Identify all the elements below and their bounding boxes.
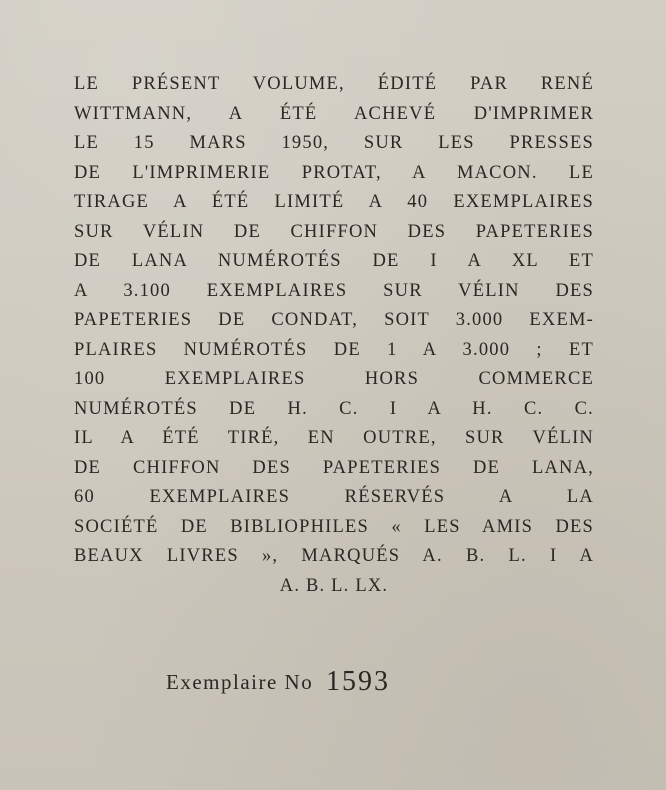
- copy-number-label: Exemplaire No: [166, 670, 314, 694]
- colophon-line-18: A. B. L. LX.: [279, 575, 389, 596]
- colophon-line-11: 100 EXEMPLAIRES HORS COMMERCE: [74, 369, 594, 389]
- colophon-line-7: DE LANA NUMÉROTÉS DE I A XL ET: [74, 251, 594, 271]
- copy-number: [166, 666, 496, 698]
- colophon-line-6: SUR VÉLIN DE CHIFFON DES PAPETERIES: [74, 221, 594, 242]
- colophon-line-17: BEAUX LIVRES », MARQUÉS A. B. L. I A: [74, 546, 594, 566]
- colophon-line-12: NUMÉROTÉS DE H. C. I A H. C. C.: [74, 398, 594, 419]
- colophon-line-14: DE CHIFFON DES PAPETERIES DE LANA,: [74, 457, 594, 478]
- colophon-line-13: IL A ÉTÉ TIRÉ, EN OUTRE, SUR VÉLIN: [74, 428, 594, 448]
- colophon-line-15: 60 EXEMPLAIRES RÉSERVÉS A LA: [74, 487, 594, 507]
- colophon-line-16: SOCIÉTÉ DE BIBLIOPHILES « LES AMIS DES: [74, 516, 594, 537]
- colophon-line-9: PAPETERIES DE CONDAT, SOIT 3.000 EXEM-: [74, 310, 594, 330]
- colophon-line-4: DE L'IMPRIMERIE PROTAT, A MACON. LE: [74, 162, 594, 183]
- colophon-line-8: A 3.100 EXEMPLAIRES SUR VÉLIN DES: [74, 280, 594, 301]
- colophon-text: [74, 70, 594, 601]
- colophon-line-10: PLAIRES NUMÉROTÉS DE 1 A 3.000 ; ET: [74, 339, 594, 360]
- copy-number-value: 1593: [325, 666, 390, 697]
- colophon-line-3: LE 15 MARS 1950, SUR LES PRESSES: [74, 133, 594, 153]
- colophon-line-2: WITTMANN, A ÉTÉ ACHEVÉ D'IMPRIMER: [74, 103, 594, 124]
- colophon-line-1: LE PRÉSENT VOLUME, ÉDITÉ PAR RENÉ: [74, 74, 594, 94]
- colophon-line-5: TIRAGE A ÉTÉ LIMITÉ A 40 EXEMPLAIRES: [74, 192, 594, 212]
